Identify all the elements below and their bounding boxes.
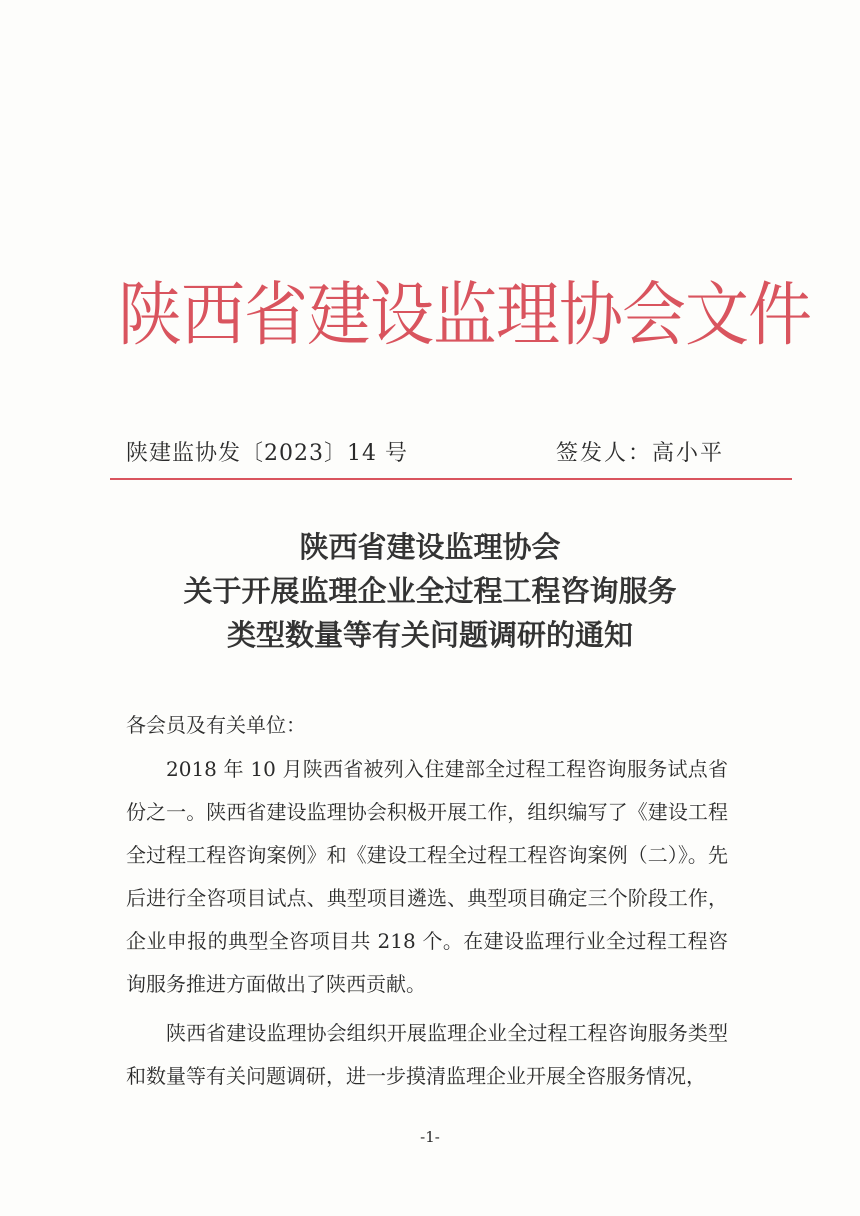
document-number: 陕建监协发〔2023〕14 号 xyxy=(126,441,408,466)
masthead-title: 陕西省建设监理协会文件 xyxy=(118,276,811,356)
page-number: -1- xyxy=(420,1128,440,1146)
issuer-signature: 签发人：高小平 xyxy=(555,441,724,466)
salutation: 各会员及有关单位： xyxy=(126,713,306,737)
title-line-2: 关于开展监理企业全过程工程咨询服务 xyxy=(183,574,677,608)
notice-title xyxy=(100,525,760,657)
paragraph-2: 陕西省建设监理协会组织开展监理企业全过程工程咨询服务类型和数量等有关问题调研，进一步摸清监理企业开展全咨服务情况， xyxy=(126,1021,728,1088)
paragraph-1: 2018 年 10 月陕西省被列入住建部全过程工程咨询服务试点省份之一。陕西省建设监理协会积极开展工作，组织编写了《建设工程全过程工程咨询案例》和《建设工程全过程工程咨询案例（二）》。先后进行全咨项目试点、典型项目遴选、典型项目确定三个阶段工作，企业申报的典型全咨项目共 218 个。在建设监理行业全过程工程咨询服务推进方面做出了陕西贡献。 xyxy=(126,757,728,996)
red-divider xyxy=(110,478,792,480)
title-line-1: 陕西省建设监理协会 xyxy=(299,530,561,564)
body-text xyxy=(126,748,728,1104)
title-line-3: 类型数量等有关问题调研的通知 xyxy=(226,618,633,652)
